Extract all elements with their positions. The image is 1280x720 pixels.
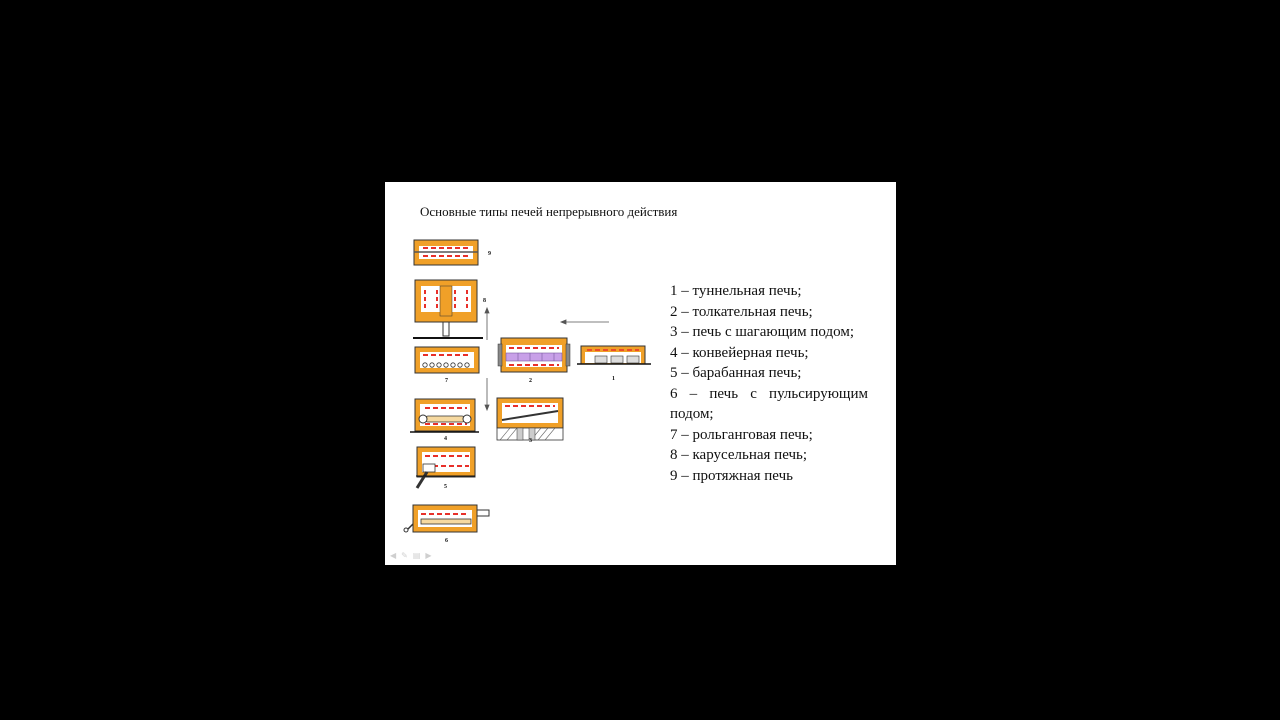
furnace-9 (414, 240, 478, 265)
furnace-7 (415, 347, 479, 373)
label-7: 7 (445, 378, 448, 384)
slide-toolbar (390, 551, 432, 560)
label-3: 3 (529, 438, 532, 444)
arrow-left-icon[interactable]: ◀ (390, 551, 397, 560)
legend-item: 4 – конвейерная печь; (670, 344, 809, 361)
label-2: 2 (529, 378, 532, 384)
legend-item: 5 – барабанная печь; (670, 365, 802, 381)
legend-item: 7 – рольганговая печь; (670, 426, 813, 443)
furnace-8 (413, 280, 483, 338)
label-9: 9 (488, 251, 491, 257)
label-5: 5 (444, 484, 447, 490)
furnace-2 (498, 338, 570, 372)
label-8: 8 (483, 298, 486, 304)
furnace-4 (410, 399, 479, 432)
furnace-6 (404, 505, 489, 532)
furnace-3 (497, 398, 563, 440)
legend-item: 9 – протяжная печь (670, 467, 793, 484)
pen-icon[interactable]: ✎ (401, 551, 408, 560)
label-1: 1 (612, 376, 615, 382)
arrow-right-icon[interactable]: ▶ (425, 551, 432, 560)
furnace-1 (577, 346, 651, 364)
slide-title: Основные типы печей непрерывного действия (420, 204, 678, 219)
furnace-5 (416, 447, 475, 488)
legend-item: 8 – карусельная печь; (670, 447, 808, 463)
legend-item: 1 – туннельная печь; (670, 283, 802, 299)
legend (670, 281, 868, 486)
menu-icon[interactable]: ▤ (412, 551, 421, 560)
legend-item: 3 – печь с шагающим подом; (670, 324, 854, 340)
slide (385, 182, 896, 565)
legend-item: 6 – печь с пульсирующим подом; (670, 385, 868, 422)
label-4: 4 (444, 436, 447, 442)
label-6: 6 (445, 538, 448, 544)
legend-item: 2 – толкательная печь; (670, 303, 813, 320)
